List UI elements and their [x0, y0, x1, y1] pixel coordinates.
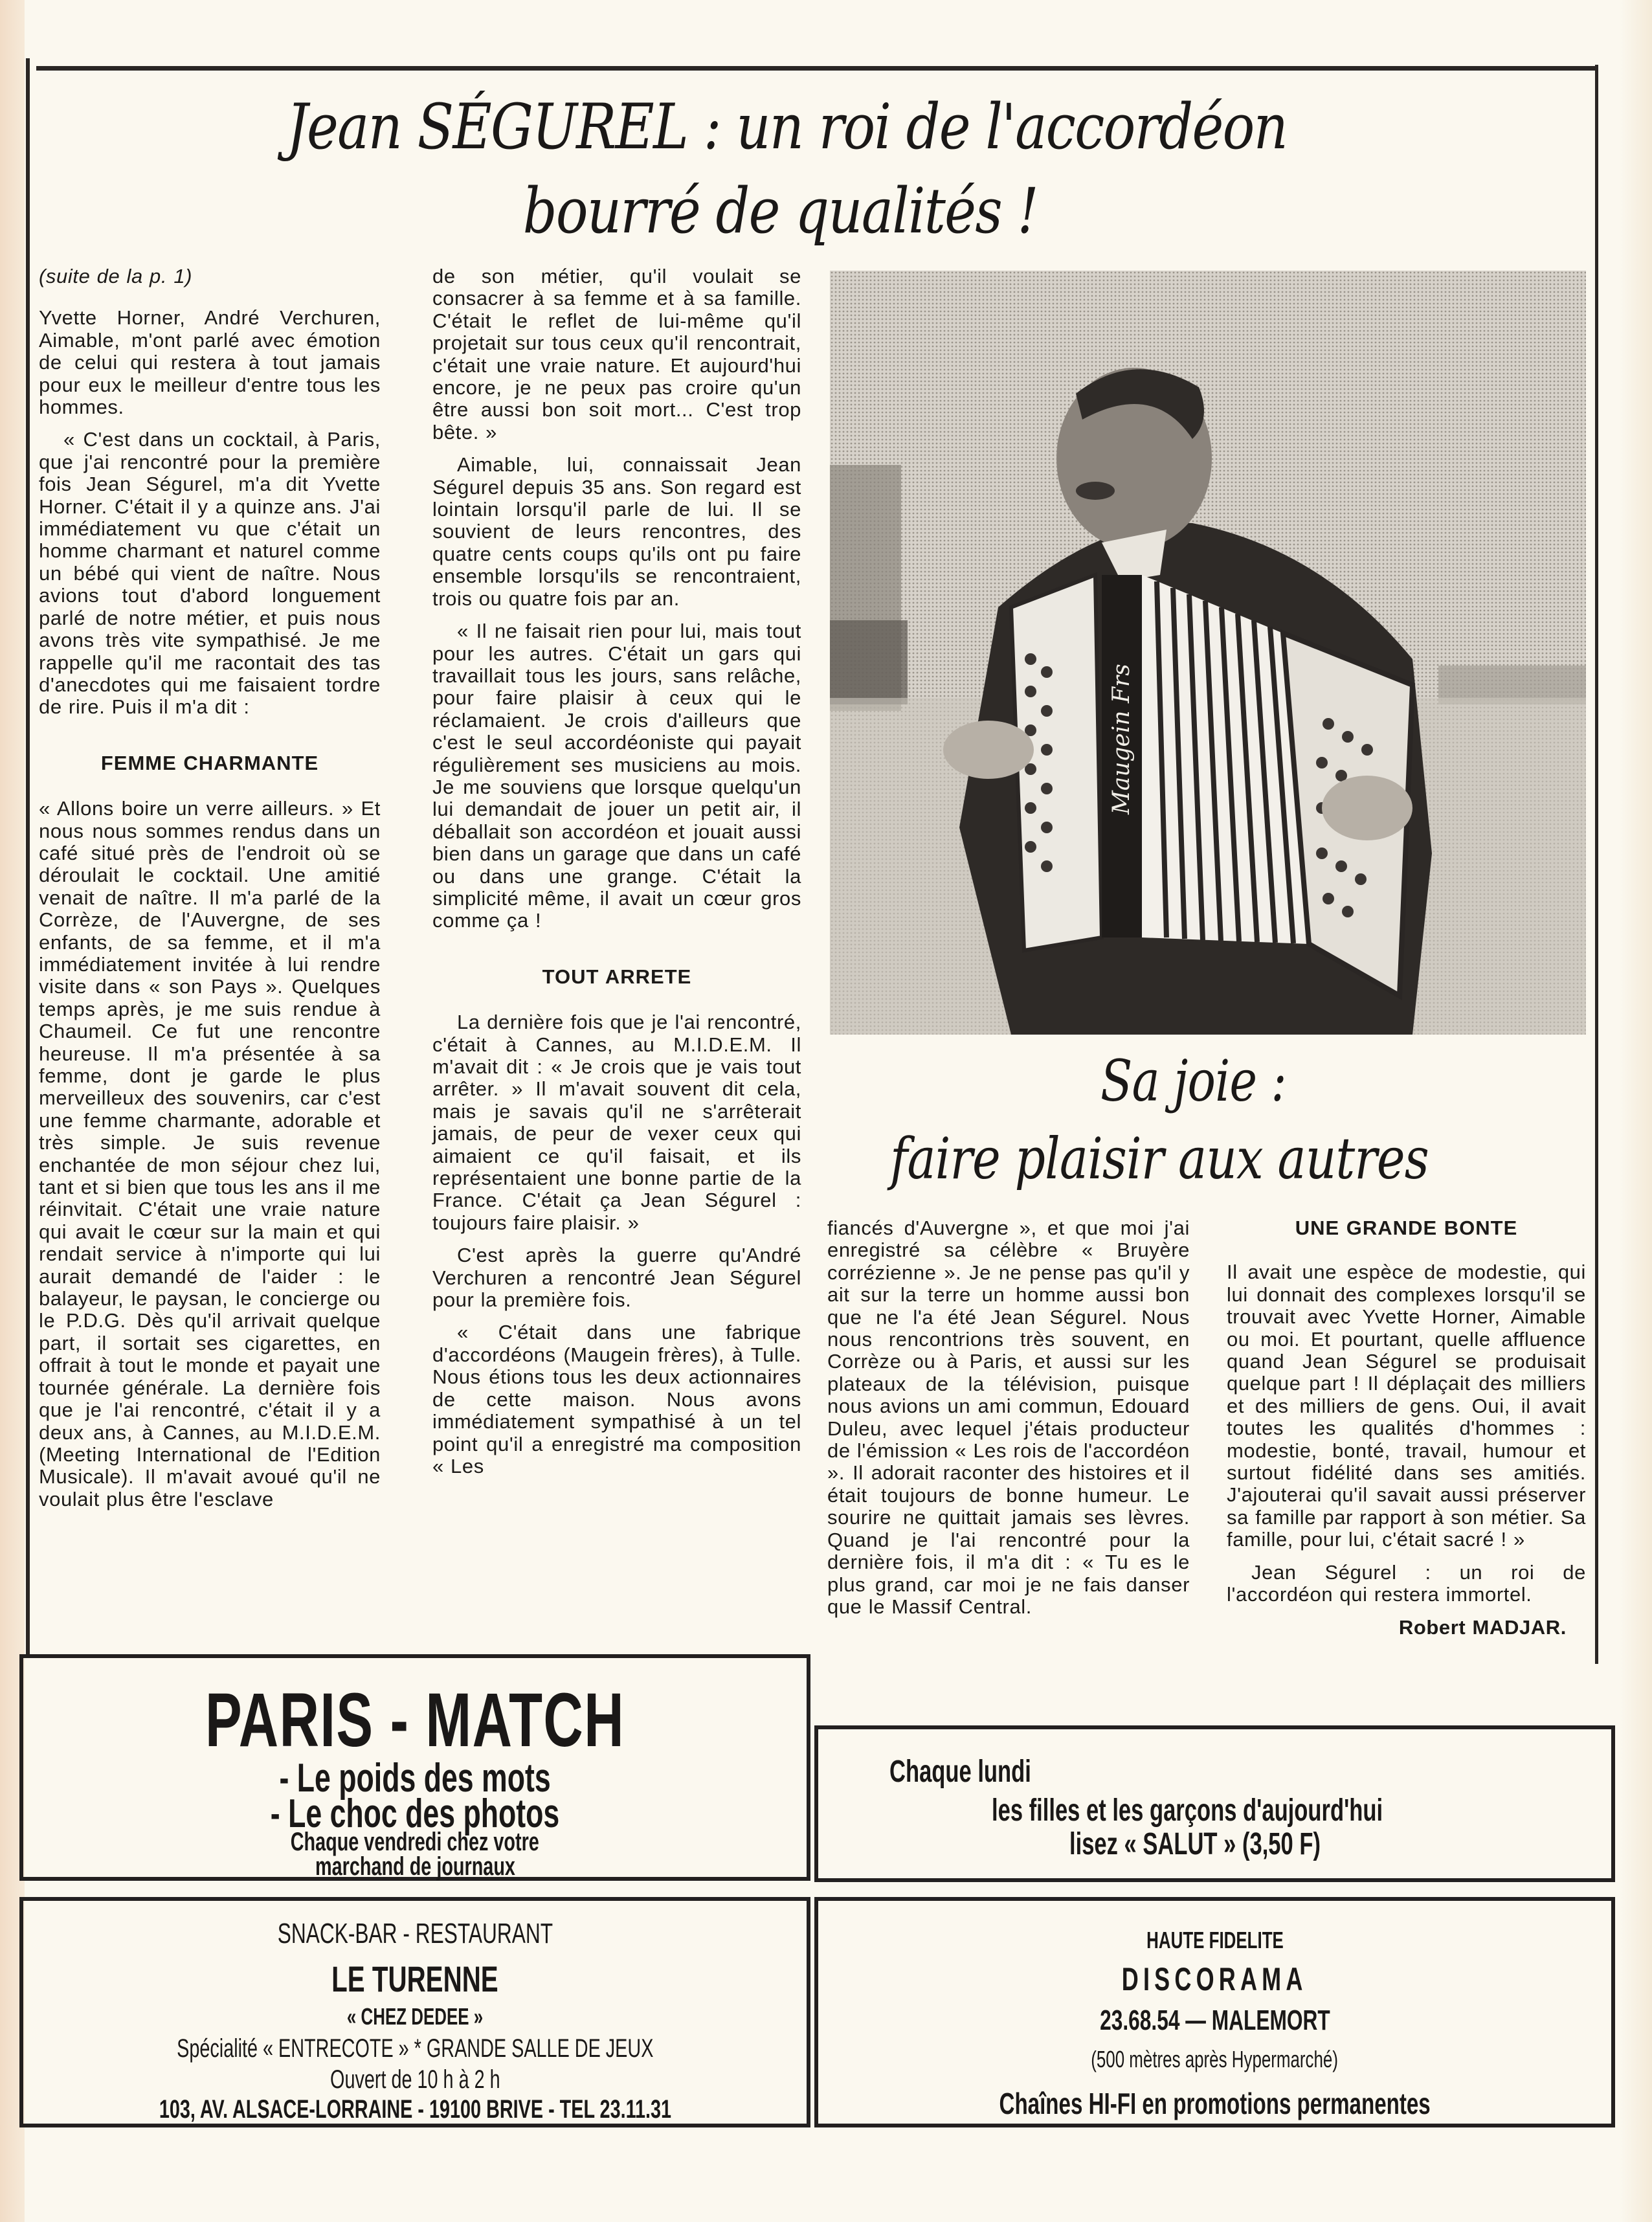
ad-turenne-address [23, 2095, 807, 2124]
paragraph: « Il ne faisait rien pour lui, mais tout pour les autres. C'était un gars qui travaillait tous les jours, sans relâche, pour faire plaisir à ceux qui le réclamaient. Je crois d'ailleurs que c'est le seul accordéoniste qui payait régulièrement ses musiciens au mois. Je me souviens que lorsque quelqu'un lui demandait de jouer un petit air, il déballait son accordéon et jouait aussi bien dans un garage que dans un café ou dans une grange. C'était la simplicité même, il avait un cœur gros comme ça ! [432, 620, 801, 932]
article-column-2 [432, 265, 801, 1488]
article-column-3 [827, 1217, 1190, 1628]
ad-text: Chaque lundi [889, 1755, 1031, 1789]
ad-le-turenne [19, 1897, 810, 2127]
ad-text: HAUTE FIDELITE [1146, 1927, 1284, 1953]
accordion-brand-label: Maugein Frs [1108, 664, 1135, 814]
right-hand [1322, 776, 1412, 840]
paragraph: de son métier, qu'il voulait se consacrer à sa femme et à sa famille. C'était le reflet de lui-même qu'il projetait sur tous ceux qu'il rencontrait, c'était une vraie nature. Et aujourd'hui encore, je ne peux pas croire qu'un être aussi bon soit mort... C'est trop bête. » [432, 265, 801, 443]
ad-text: Spécialité « ENTRECOTE » * GRANDE SALLE DE JEUX [176, 2034, 654, 2063]
ad-paris-match-title [23, 1676, 807, 1764]
ad-salut-line-2 [992, 1793, 1535, 1828]
ad-turenne-name [23, 1958, 807, 2000]
section-heading: UNE GRANDE BONTE [1295, 1217, 1518, 1239]
frame-rule-right [1595, 65, 1598, 1664]
ad-turenne-type [23, 1918, 807, 1950]
subheadline-line-1: Sa joie : [1100, 1048, 1286, 1114]
paragraph: C'est après la guerre qu'André Verchuren a rencontré Jean Ségurel pour la première fois. [432, 1244, 801, 1312]
ad-discorama [814, 1897, 1615, 2127]
paragraph: « C'était dans une fabrique d'accordéons (Maugein frères), à Tulle. Nous étions tous les deux actionnaires de cette maison. Nous avons immédiatement sympathisé à un tel point qu'il a enregistré ma composition « Les [432, 1321, 801, 1477]
paragraph: fiancés d'Auvergne », et que moi j'ai enregistré sa célèbre « Bruyère corrézienne ». Je ne pense pas qu'il y ait sur la terre un homme aussi bon que ne l'a été Jean Ségurel. Nous nous rencontrions très souvent, en Corrèze ou à Paris, et aussi sur les plateaux de la télévision, puisque nous avions un ami commun, Edouard Duleu, avec lequel j'étais producteur de l'émission « Les rois de l'accordéon ». Il adorait raconter des histoires et il était toujours de bonne humeur. Le sourire ne quittait jamais ses lèvres. Quand je l'ai rencontré pour la dernière fois, il m'a dit : « Tu es le plus grand, car moi je ne fais danser que le Massif Central. [827, 1217, 1190, 1618]
ad-text: DISCORAMA [1122, 1961, 1308, 1997]
ad-text: 103, AV. ALSACE-LORRAINE - 19100 BRIVE - TEL 23.11.31 [159, 2095, 671, 2124]
ad-text: Chaque vendredi chez votre [290, 1828, 540, 1856]
paragraph: Jean Ségurel : un roi de l'accordéon qui restera immortel. [1227, 1560, 1586, 1606]
ad-discorama-location [818, 2046, 1611, 2073]
ad-text: « CHEZ DEDEE » [346, 2003, 484, 2030]
ad-text: 23.68.54 — MALEMORT [1099, 2004, 1330, 2036]
ad-text: marchand de journaux [315, 1852, 515, 1881]
ad-text: (500 mètres après Hypermarché) [1091, 2046, 1339, 2072]
headline-line-1: Jean SÉGUREL : un roi de l'accordéon [286, 91, 1288, 163]
ad-discorama-tagline [818, 1927, 1611, 1954]
frame-rule-top [36, 66, 1598, 71]
ad-text: les filles et les garçons d'aujourd'hui [992, 1793, 1383, 1828]
paper-edge-right [1620, 0, 1652, 2222]
man-mouth [1076, 482, 1115, 500]
paper-edge-left [0, 0, 25, 2222]
ad-text: LE TURENNE [331, 1958, 498, 1999]
subheadline-line-2: faire plaisir aux autres [890, 1125, 1429, 1192]
paragraph: Yvette Horner, André Verchuren, Aimable, m'ont parlé avec émotion de celui qui restera à tout jamais pour eux le meilleur d'entre tous les hommes. [39, 306, 381, 419]
ad-text: lisez « SALUT » (3,50 F) [1069, 1827, 1321, 1861]
ad-text: - Le poids des mots [279, 1756, 551, 1801]
ad-text: - Le choc des photos [270, 1791, 560, 1836]
paragraph: « C'est dans un cocktail, à Paris, que j'ai rencontré pour la première fois Jean Ségurel, m'a dit Yvette Horner. C'était il y a quinze ans. J'ai immédiatement vu que c'était un homme charmant et naturel comme un bébé qui vient de naître. Nous avions tout d'abord longuement parlé de notre métier, et puis nous avons très vite sympathisé. Je me rappelle qu'il me racontait des tas d'anecdotes qui me faisaient tordre de rire. Puis il m'a dit : [39, 428, 381, 719]
ad-text: PARIS - MATCH [205, 1678, 625, 1763]
ad-text: Ouvert de 10 h à 2 h [329, 2065, 500, 2094]
ad-discorama-promo [818, 2086, 1611, 2121]
ad-text: Chaînes HI-FI en promotions permanentes [999, 2087, 1431, 2120]
continuation-note: (suite de la p. 1) [39, 265, 193, 287]
paragraph: « Allons boire un verre ailleurs. » Et nous nous sommes rendus dans un café situé près de l'endroit où se déroulait le cocktail. Une amitié venait de naître. Il m'a parlé de la Corrèze, de l'Auvergne, de ses enfants, de sa femme, et il m'a immédiatement invitée à lui rendre visite dans « son Pays ». Quelques temps après, je me suis rendue à Chaumeil. Ce fut une rencontre heureuse. Il m'a présentée à sa femme, dont je garde le plus merveilleux des souvenirs, car c'est une femme charmante, adorable et très simple. Je suis revenue enchantée de mon séjour chez lui, tant et si bien que tous les ans il me réinvitait. C'était une vraie nature qui avait le cœur sur la main et qui rendait service à n'importe qui lui aurait demandé de l'aider : le balayeur, le paysan, le concierge ou le P.D.G. Dès qu'il arrivait quelque part, il sortait ses cigarettes, en offrait à tout le monde et payait une tournée générale. La dernière fois que je l'ai rencontré, c'était il y a deux ans, à Cannes, au M.I.D.E.M. (Meeting International de l'Edition Musicale). Il m'avait avoué qu'il ne voulait plus être l'esclave [39, 797, 381, 1510]
ad-turenne-hours [23, 2065, 807, 2094]
ad-paris-match [19, 1654, 810, 1881]
paragraph: Il avait une espèce de modestie, qui lui donnait des complexes lorsqu'il se trouvait avec Yvette Horner, Aimable ou moi. Et pourtant, quelle affluence quand Jean Ségurel se produisait quelque part ! Il déplaçait des milliers et des milliers de gens. Oui, il avait toutes les qualités d'hommes : modestie, bonté, travail, humour et surtout fidélité dans ses amitiés. J'ajouterai qu'il savait aussi préserver sa famille par rapport à son métier. Sa famille, pour lui, c'était sacré ! » [1227, 1261, 1586, 1551]
photo-illustration [830, 271, 1586, 1035]
headline-line-2: bourré de qualités ! [522, 175, 1038, 247]
paragraph: La dernière fois que je l'ai rencontré, c'était à Cannes, au M.I.D.E.M. Il m'avait dit : « Je crois que je vais tout arrêter. » Il m'avait souvent dit cela, mais je savais qu'il ne s'arrêterait jamais, de peur de vexer ceux qui aimaient ce qu'il faisait, et ils représentaient une bonne partie de la France. C'était ça Jean Ségurel : toujours faire plaisir. » [432, 1011, 801, 1234]
section-heading: FEMME CHARMANTE [100, 751, 319, 774]
accordionist-photo [830, 271, 1586, 1035]
ad-paris-match-info-2 [23, 1852, 807, 1881]
article-column-4 [1227, 1217, 1586, 1649]
ad-turenne-nickname [23, 2003, 807, 2030]
ad-discorama-phone [818, 2004, 1611, 2037]
section-heading: TOUT ARRETE [542, 965, 692, 988]
ad-discorama-name [818, 1960, 1611, 1998]
background-truck [830, 620, 908, 704]
ad-text: SNACK-BAR - RESTAURANT [277, 1918, 553, 1949]
author-signature: Robert MADJAR. [1398, 1615, 1567, 1639]
ad-salut-line-1 [889, 1754, 1086, 1790]
left-hand [943, 721, 1034, 779]
ad-salut-line-3 [1069, 1826, 1418, 1862]
ad-salut [814, 1725, 1615, 1882]
ad-turenne-specialty [23, 2034, 807, 2063]
paragraph: Aimable, lui, connaissait Jean Ségurel depuis 35 ans. Son regard est lointain lorsqu'il parle de lui. Il se souvient de leurs rencontres, des quatre cents coups qu'ils ont pu faire ensemble lorsqu'ils se rencontraient, trois ou quatre fois par an. [432, 453, 801, 610]
frame-rule-left [26, 58, 30, 1654]
article-column-1 [39, 265, 381, 1521]
